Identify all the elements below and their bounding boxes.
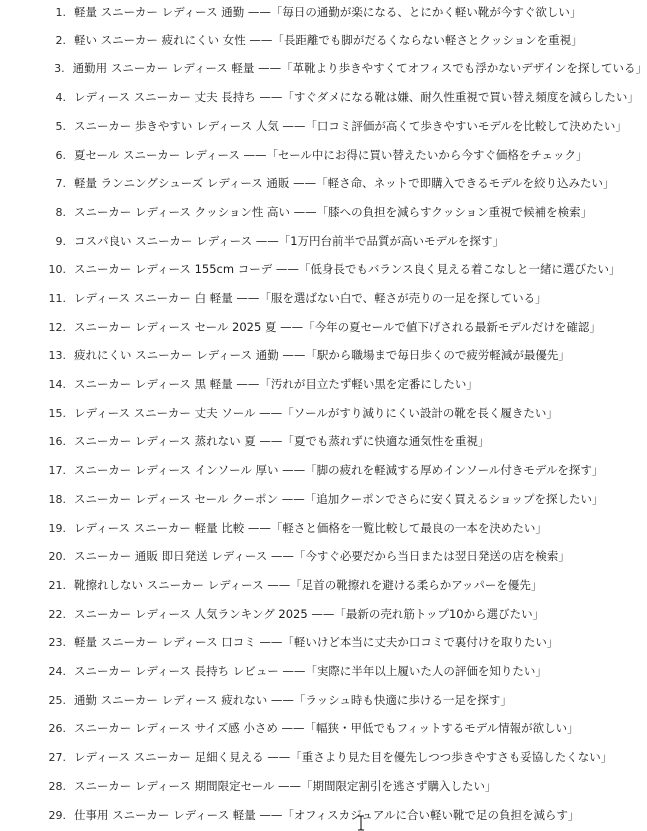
item-number: 26. [48, 721, 66, 735]
item-text: 疲れにくい スニーカー レディース 通勤 ——「駅から職場まで毎日歩くので疲労軽減が最優先」 [74, 348, 570, 362]
item-text: レディース スニーカー 丈夫 ソール ——「ソールがすり減りにくい設計の靴を長く履きたい」 [74, 406, 558, 420]
item-text: レディース スニーカー 軽量 比較 ——「軽さと価格を一覧比較して最良の一本を決めたい」 [74, 521, 547, 535]
list-item [0, 2, 647, 22]
item-text: 通勤用 スニーカー レディース 軽量 ——「革靴より歩きやすくてオフィスでも浮かないデザインを探している」 [72, 61, 647, 75]
item-number: 20. [48, 549, 66, 563]
list-item [0, 604, 647, 624]
list-item [0, 202, 647, 222]
list-item [0, 805, 647, 825]
item-number: 16. [48, 434, 66, 448]
item-number: 29. [48, 808, 66, 822]
item-number: 24. [48, 664, 66, 678]
item-number: 9. [55, 234, 66, 248]
list-item [0, 403, 647, 423]
item-text: スニーカー レディース セール 2025 夏 ——「今年の夏セールで値下げされる最新モデルだけを確認」 [74, 320, 601, 334]
list-item [0, 489, 647, 509]
item-number: 7. [55, 176, 66, 190]
item-number: 12. [48, 320, 66, 334]
list-item [0, 546, 647, 566]
item-text: 軽量 スニーカー レディース 通勤 ——「毎日の通勤が楽になる、とにかく軽い靴が今すぐ欲しい」 [74, 5, 582, 19]
item-number: 25. [48, 693, 66, 707]
list-item [0, 718, 647, 738]
item-number: 6. [55, 148, 66, 162]
item-number: 23. [48, 635, 66, 649]
item-text: スニーカー レディース インソール 厚い ——「脚の疲れを軽減する厚めインソール付きモデルを探す」 [74, 463, 604, 477]
item-text: スニーカー レディース クッション性 高い ——「膝への負担を減らすクッション重視で候補を検索」 [74, 205, 593, 219]
item-number: 1. [55, 5, 66, 19]
item-number: 18. [48, 492, 66, 506]
item-text: レディース スニーカー 白 軽量 ——「服を選ばない白で、軽さが売りの一足を探している」 [74, 291, 547, 305]
item-text: 軽量 スニーカー レディース 口コミ ——「軽いけど本当に丈夫か口コミで裏付けを取りたい」 [74, 635, 559, 649]
list-item [0, 116, 647, 136]
list-item [0, 776, 647, 796]
item-number: 28. [48, 779, 66, 793]
list-item [0, 145, 647, 165]
item-text: スニーカー 歩きやすい レディース 人気 ——「口コミ評価が高くて歩きやすいモデルを比較して決めたい」 [74, 119, 627, 133]
item-text: 仕事用 スニーカー レディース 軽量 ——「オフィスカジュアルに合い軽い靴で足の負担を減らす」 [74, 808, 580, 822]
item-text: 靴擦れしない スニーカー レディース ——「足首の靴擦れを避ける柔らかアッパーを優先」 [74, 578, 543, 592]
item-text: スニーカー レディース セール クーポン ——「追加クーポンでさらに安く買えるショップを探したい」 [74, 492, 604, 506]
item-text: スニーカー レディース 155cm コーデ ——「低身長でもバランス良く見える着こなしと一緒に選びたい」 [74, 262, 621, 276]
item-text: スニーカー レディース 黒 軽量 ——「汚れが目立たず軽い黒を定番にしたい」 [74, 377, 478, 391]
item-text: スニーカー レディース サイズ感 小さめ ——「幅狭・甲低でもフィットするモデル情報が欲しい」 [74, 721, 579, 735]
list-item [0, 231, 647, 251]
item-number: 2. [55, 33, 66, 47]
item-text: スニーカー 通販 即日発送 レディース ——「今すぐ必要だから当日または翌日発送の店を検索」 [74, 549, 570, 563]
item-number: 27. [48, 750, 66, 764]
list-item [0, 288, 647, 308]
item-number: 3. [54, 61, 65, 75]
list-item [0, 518, 647, 538]
list-item [0, 575, 647, 595]
list-item [0, 460, 647, 480]
item-text: 夏セール スニーカー レディース ——「セール中にお得に買い替えたいから今すぐ価格をチェック」 [74, 148, 588, 162]
list-item [0, 345, 647, 365]
list-item [0, 374, 647, 394]
item-number: 4. [55, 90, 66, 104]
item-number: 5. [55, 119, 66, 133]
list-item [0, 431, 647, 451]
item-text: 軽い スニーカー 疲れにくい 女性 ——「長距離でも脚がだるくならない軽さとクッションを重視」 [74, 33, 583, 47]
item-number: 21. [48, 578, 66, 592]
list-item [0, 690, 647, 710]
item-number: 17. [48, 463, 66, 477]
list-item [0, 259, 647, 279]
list-item [0, 173, 647, 193]
item-text: レディース スニーカー 丈夫 長持ち ——「すぐダメになる靴は嫌、耐久性重視で買い替え頻度を減らしたい」 [74, 90, 639, 104]
item-number: 19. [48, 521, 66, 535]
list-item [0, 747, 647, 767]
list-item [0, 632, 647, 652]
item-text: スニーカー レディース 人気ランキング 2025 ——「最新の売れ筋トップ10から選びたい」 [74, 607, 545, 621]
item-text: スニーカー レディース 期間限定セール ——「期間限定割引を逃さず購入したい」 [74, 779, 497, 793]
item-text: 軽量 ランニングシューズ レディース 通販 ——「軽さ命、ネットで即購入できるモデルを絞り込みたい」 [74, 176, 615, 190]
item-number: 22. [48, 607, 66, 621]
item-number: 15. [48, 406, 66, 420]
list-item [0, 661, 647, 681]
i-beam-cursor-icon [356, 815, 366, 831]
item-number: 8. [55, 205, 66, 219]
item-number: 10. [48, 262, 66, 276]
item-number: 14. [48, 377, 66, 391]
item-text: スニーカー レディース 蒸れない 夏 ——「夏でも蒸れずに快適な通気性を重視」 [74, 434, 490, 448]
list-item [0, 58, 647, 78]
item-text: コスパ良い スニーカー レディース ——「1万円台前半で品質が高いモデルを探す」 [74, 234, 504, 248]
list-item [0, 317, 647, 337]
item-text: 通勤 スニーカー レディース 疲れない ——「ラッシュ時も快適に歩ける一足を探す」 [74, 693, 512, 707]
item-number: 13. [48, 348, 66, 362]
list-item [0, 30, 647, 50]
item-number: 11. [48, 291, 66, 305]
item-text: レディース スニーカー 足細く見える ——「重さより見た目を優先しつつ歩きやすさも妥協したくない」 [74, 750, 613, 764]
item-text: スニーカー レディース 長持ち レビュー ——「実際に半年以上履いた人の評価を知りたい」 [74, 664, 547, 678]
list-item [0, 87, 647, 107]
